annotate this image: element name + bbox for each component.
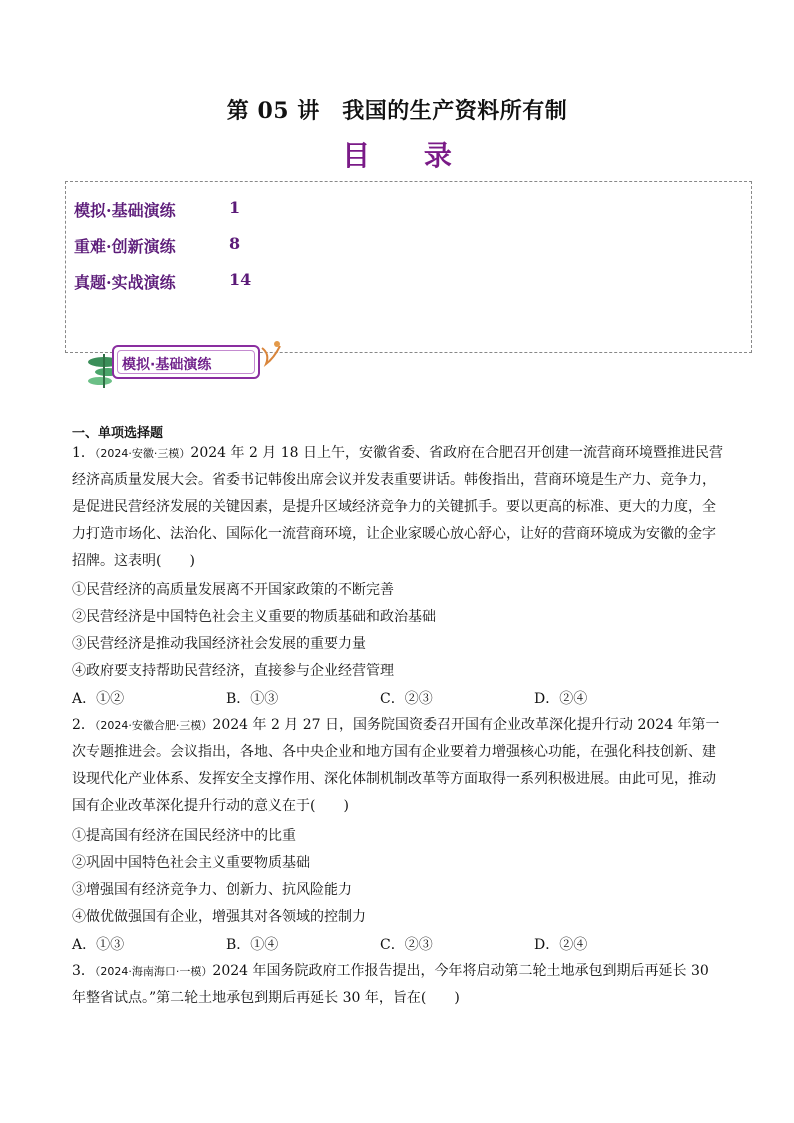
option-c[interactable]: C．②③ <box>380 937 433 953</box>
question-line <box>72 958 724 985</box>
question-source: （2024·安徽·三模） <box>94 447 191 460</box>
question-line: 设现代化产业体系、发挥安全支撑作用、深化体制机制改革等方面取得一系列积极进展。由此可见，推动 <box>72 771 716 787</box>
question-line: 次专题推进会。会议指出，各地、各中央企业和地方国有企业要着力增强核心功能，在强化科技创新、建 <box>72 744 716 760</box>
toc-item-page: 14 <box>229 270 252 289</box>
toc-heading: 目 录 <box>342 139 474 172</box>
toc-item-label: 模拟·基础演练 <box>74 201 176 220</box>
section-heading: 一、单项选择题 <box>72 426 164 441</box>
question-line: 是促进民营经济发展的关键因素，是提升区域经济竞争力的关键抓手。要以更高的标准、更大的力度，全 <box>72 499 716 515</box>
toc-item[interactable] <box>74 270 251 293</box>
option-a[interactable]: A．①③ <box>72 937 125 953</box>
question-text: 2024 年 2 月 18 日上午，安徽省委、省政府在合肥召开创建一流营商环境暨推进民营 <box>190 445 724 461</box>
question-text: 2024 年国务院政府工作报告提出，今年将启动第二轮土地承包到期后再延长 30 <box>212 963 709 979</box>
option-b[interactable]: B．①④ <box>226 937 279 953</box>
question-number: 2． <box>72 717 95 733</box>
question-3 <box>72 958 724 1012</box>
page-title: 第 05 讲 我国的生产资料所有制 <box>226 98 568 124</box>
question-line: 力打造市场化、法治化、国际化一流营商环境，让企业家暖心放心舒心，让好的营商环境成为安徽的金字 <box>72 526 716 542</box>
toc-item-label: 真题·实战演练 <box>74 273 176 292</box>
section-badge <box>84 334 284 390</box>
option-a[interactable]: A．①② <box>72 691 125 707</box>
question-line: 经济高质量发展大会。省委书记韩俊出席会议并发表重要讲话。韩俊指出，营商环境是生产力、竞争力， <box>72 472 716 488</box>
toc-item[interactable] <box>74 198 240 221</box>
toc-item-page: 1 <box>229 198 241 217</box>
question-line: 国有企业改革深化提升行动的意义在于( ) <box>72 798 349 814</box>
question-2 <box>72 712 724 820</box>
question-number: 1． <box>72 445 95 461</box>
statement: ③增强国有经济竞争力、创新力、抗风险能力 <box>72 882 352 898</box>
toc-item-page: 8 <box>229 234 241 253</box>
answer-options <box>72 934 732 954</box>
toc-item-label: 重难·创新演练 <box>74 237 176 256</box>
question-source: （2024·海南海口·一模） <box>94 965 213 978</box>
statement: ②民营经济是中国特色社会主义重要的物质基础和政治基础 <box>72 609 436 625</box>
question-number: 3． <box>72 963 95 979</box>
question-source: （2024·安徽合肥·三模） <box>94 719 213 732</box>
statement: ④政府要支持帮助民营经济，直接参与企业经营管理 <box>72 663 394 679</box>
statement: ①提高国有经济在国民经济中的比重 <box>72 828 296 844</box>
toc-item[interactable] <box>74 234 240 257</box>
option-d[interactable]: D．②④ <box>534 691 588 707</box>
option-b[interactable]: B．①③ <box>226 691 279 707</box>
question-1 <box>72 440 724 575</box>
answer-options <box>72 688 732 708</box>
statement: ④做优做强国有企业，增强其对各领域的控制力 <box>72 909 366 925</box>
option-d[interactable]: D．②④ <box>534 937 588 953</box>
option-c[interactable]: C．②③ <box>380 691 433 707</box>
question-line: 年整省试点。”第二轮土地承包到期后再延长 30 年，旨在( ) <box>72 990 460 1006</box>
table-of-contents <box>65 181 752 353</box>
badge-label: 模拟·基础演练 <box>122 357 212 373</box>
question-line <box>72 440 724 467</box>
question-line <box>72 712 724 739</box>
statement: ③民营经济是推动我国经济社会发展的重要力量 <box>72 636 366 652</box>
statement: ②巩固中国特色社会主义重要物质基础 <box>72 855 310 871</box>
question-text: 2024 年 2 月 27 日，国务院国资委召开国有企业改革深化提升行动 2024 年第一 <box>212 717 720 733</box>
question-line: 招牌。这表明( ) <box>72 553 195 569</box>
statement: ①民营经济的高质量发展离不开国家政策的不断完善 <box>72 582 394 598</box>
